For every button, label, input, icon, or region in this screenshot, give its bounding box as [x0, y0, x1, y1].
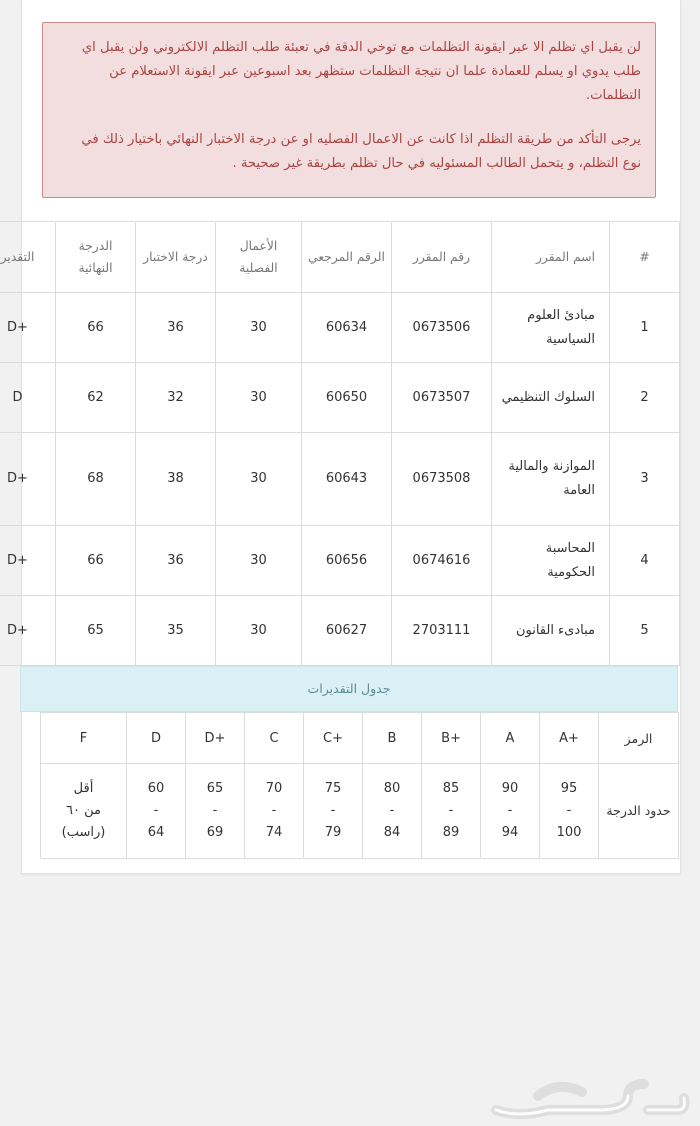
range-label: حدود الدرجة: [599, 764, 679, 859]
header-index: #: [610, 222, 680, 293]
range-high: 89: [442, 825, 460, 840]
range-high: 84: [383, 825, 401, 840]
course-name: مبادىء القانون: [492, 596, 610, 666]
fail-line-3: (راسب): [61, 825, 106, 840]
range-low: 65: [206, 781, 224, 796]
coursework-grade: 30: [216, 433, 302, 526]
coursework-grade: 30: [216, 596, 302, 666]
courses-table: [0, 221, 680, 666]
final-grade: 66: [56, 526, 136, 596]
range-dash: -: [212, 803, 218, 818]
range-low: 80: [383, 781, 401, 796]
symbol-label: الرمز: [599, 713, 679, 764]
range-low: 60: [147, 781, 165, 796]
row-index: 2: [610, 363, 680, 433]
fail-line-2: من ٦٠: [66, 803, 101, 818]
row-index: 1: [610, 293, 680, 363]
table-row: [0, 596, 680, 666]
range-high: 100: [556, 825, 582, 840]
coursework-grade: 30: [216, 363, 302, 433]
grade-symbol: C+: [304, 713, 363, 764]
letter-grade: D+: [0, 433, 56, 526]
range-dash: -: [566, 803, 572, 818]
letter-grade: D+: [0, 293, 56, 363]
header-course-name: اسم المقرر: [492, 222, 610, 293]
reference-number: 60650: [302, 363, 392, 433]
grade-range: [304, 764, 363, 859]
exam-grade: 36: [136, 526, 216, 596]
range-dash: -: [389, 803, 395, 818]
fail-range: [41, 764, 127, 859]
course-number: 0673507: [392, 363, 492, 433]
range-dash: -: [153, 803, 159, 818]
range-low: 75: [324, 781, 342, 796]
range-low: 90: [501, 781, 519, 796]
letter-grade: D+: [0, 526, 56, 596]
grade-symbol: C: [245, 713, 304, 764]
header-exam-grade: درجة الاختبار: [136, 222, 216, 293]
haraj-watermark-logo-icon: [478, 1066, 698, 1126]
course-name: الموازنة والمالية العامة: [492, 433, 610, 526]
letter-grade: D: [0, 363, 56, 433]
final-grade: 66: [56, 293, 136, 363]
table-row: [0, 433, 680, 526]
range-low: 95: [560, 781, 578, 796]
table-row: [0, 293, 680, 363]
grade-symbol: F: [41, 713, 127, 764]
range-dash: -: [507, 803, 513, 818]
grading-scale-table: [40, 712, 679, 859]
header-final-grade: الدرجة النهائية: [56, 222, 136, 293]
exam-grade: 32: [136, 363, 216, 433]
grievance-notice: [42, 22, 656, 198]
course-number: 0673506: [392, 293, 492, 363]
range-dash: -: [448, 803, 454, 818]
course-name: مبادئ العلوم السياسية: [492, 293, 610, 363]
grade-symbol: D: [127, 713, 186, 764]
range-high: 64: [147, 825, 165, 840]
grade-range: [363, 764, 422, 859]
range-dash: -: [271, 803, 277, 818]
coursework-grade: 30: [216, 293, 302, 363]
grade-range: [422, 764, 481, 859]
reference-number: 60656: [302, 526, 392, 596]
course-number: 2703111: [392, 596, 492, 666]
header-letter-grade: التقدير: [0, 222, 56, 293]
fail-line-1: أقل: [73, 781, 94, 796]
course-number: 0674616: [392, 526, 492, 596]
course-name: السلوك التنظيمي: [492, 363, 610, 433]
table-row: [0, 363, 680, 433]
row-index: 5: [610, 596, 680, 666]
table-row: [0, 526, 680, 596]
grade-symbol: A: [481, 713, 540, 764]
notice-paragraph-1: لن يقبل اي تظلم الا عبر ايقونة التظلمات مع توخي الدقة في تعبئة طلب التظلم الالكتروني ولن يقبل اي طلب يدوي او يسلم للعمادة علما ان نتيجة التظلمات ستظهر بعد اسبوعين عبر ايقونة الاستعلام عن التظلمات.: [81, 40, 641, 103]
exam-grade: 35: [136, 596, 216, 666]
exam-grade: 36: [136, 293, 216, 363]
range-low: 85: [442, 781, 460, 796]
range-high: 74: [265, 825, 283, 840]
grade-range: [245, 764, 304, 859]
grade-symbols-row: [41, 713, 679, 764]
grade-range: [127, 764, 186, 859]
grade-ranges-row: [41, 764, 679, 859]
course-name: المحاسبة الحكومية: [492, 526, 610, 596]
letter-grade: D+: [0, 596, 56, 666]
notice-paragraph-2: يرجى التأكد من طريقة التظلم اذا كانت عن الاعمال الفصليه او عن درجة الاختبار النهائي باختيار ذلك في نوع التظلم، و يتحمل الطالب المسئوليه في حال تظلم بطريقة غير صحيحة .: [81, 132, 641, 171]
range-high: 79: [324, 825, 342, 840]
row-index: 3: [610, 433, 680, 526]
reference-number: 60627: [302, 596, 392, 666]
header-course-number: رقم المقرر: [392, 222, 492, 293]
grade-symbol: B: [363, 713, 422, 764]
final-grade: 62: [56, 363, 136, 433]
courses-header-row: [0, 222, 680, 293]
grade-symbol: A+: [540, 713, 599, 764]
range-dash: -: [330, 803, 336, 818]
reference-number: 60643: [302, 433, 392, 526]
coursework-grade: 30: [216, 526, 302, 596]
row-index: 4: [610, 526, 680, 596]
grade-symbol: D+: [186, 713, 245, 764]
range-high: 94: [501, 825, 519, 840]
grade-range: [186, 764, 245, 859]
grade-range: [481, 764, 540, 859]
exam-grade: 38: [136, 433, 216, 526]
grade-range: [540, 764, 599, 859]
header-reference-number: الرقم المرجعي: [302, 222, 392, 293]
final-grade: 68: [56, 433, 136, 526]
course-number: 0673508: [392, 433, 492, 526]
range-low: 70: [265, 781, 283, 796]
grading-scale-title: جدول التقديرات: [20, 666, 678, 712]
reference-number: 60634: [302, 293, 392, 363]
range-high: 69: [206, 825, 224, 840]
final-grade: 65: [56, 596, 136, 666]
header-coursework: الأعمال الفصلية: [216, 222, 302, 293]
grade-symbol: B+: [422, 713, 481, 764]
